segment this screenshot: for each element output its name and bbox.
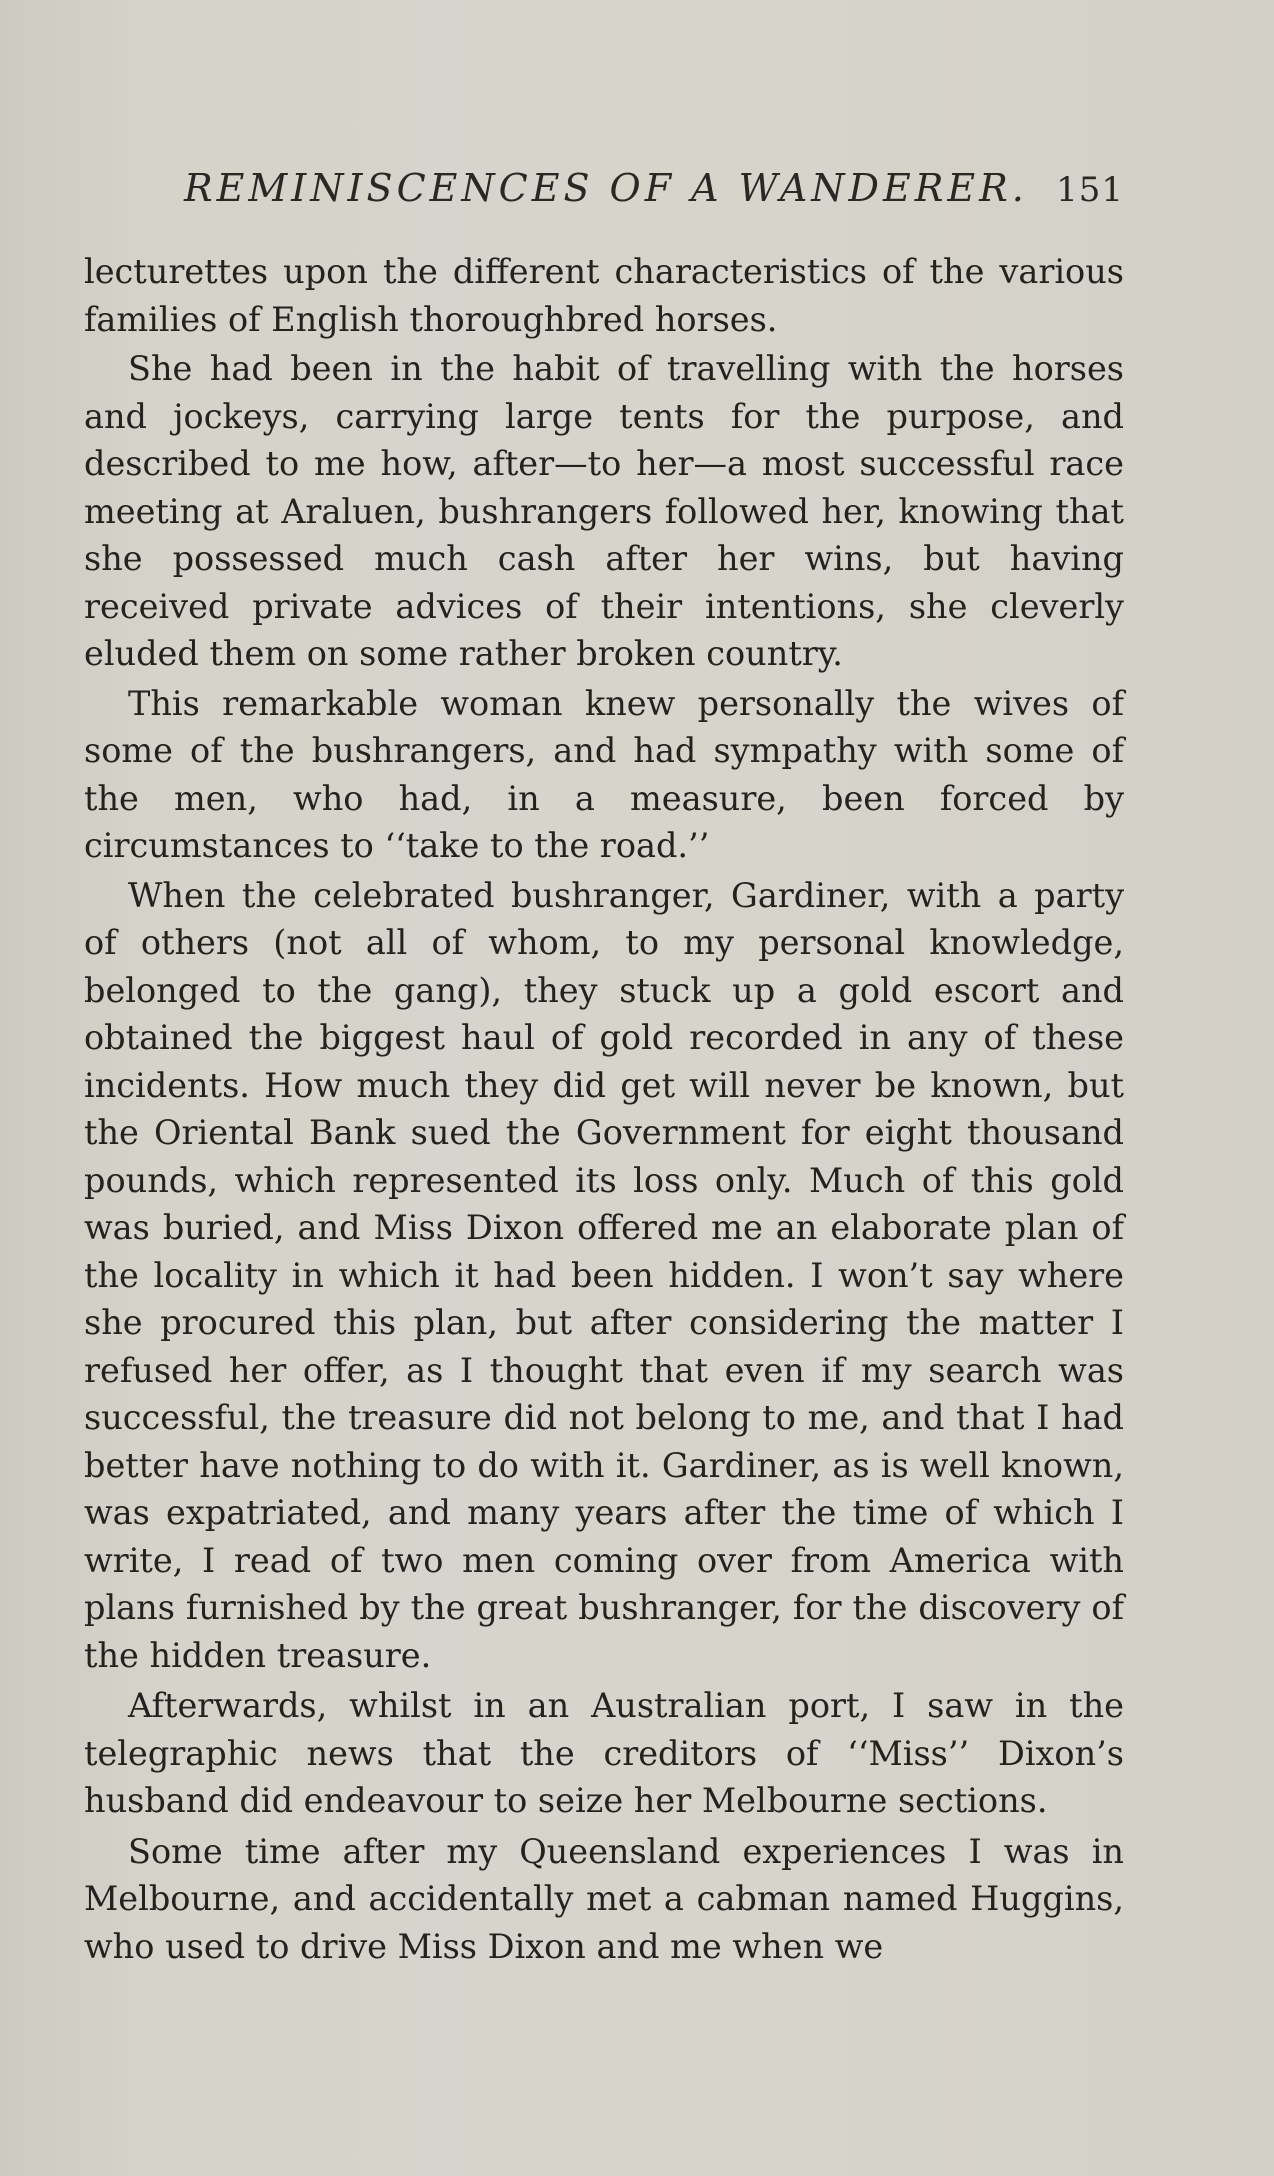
body-text <box>84 248 1124 1972</box>
page-number: 151 <box>1056 170 1124 210</box>
paragraph-wives: This remarkable woman knew personally the wives of some of the bushrangers, and had sympathy with some of the men, who had, in a measure, been forced by circumstances to ‘‘take to the road.’’ <box>84 683 1124 865</box>
paragraph-gardiner: When the celebrated bushranger, Gardiner, with a party of others (not all of whom, to my personal knowledge, belonged to the gang), they stuck up a gold escort and obtained the biggest haul of gold recorded in any of these incidents. How much they did get will never be known, but the Oriental Bank sued the Government for eight thousand pounds, which represented its loss only. Much of this gold was buried, and Miss Dixon offered me an elaborate plan of the locality in which it had been hidden. I won’t say where she procured this plan, but after considering the matter I refused her offer, as I thought that even if my search was successful, the treasure did not belong to me, and that I had better have nothing to do with it. Gardiner, as is well known, was expatriated, and many years after the time of which I write, I read of two men coming over from America with plans furnished by the great bushranger, for the discovery of the hidden treasure. <box>84 875 1124 1675</box>
page-header <box>84 166 1124 226</box>
paragraph-continued: lecturettes upon the different characteristics of the various families of English thoroughbred horses. <box>84 252 1124 339</box>
running-head: REMINISCENCES OF A WANDERER. <box>184 166 1028 210</box>
paragraph-travelling: She had been in the habit of travelling with the horses and jockeys, carrying large tents for the purpose, and described to me how, after—to her—a most successful race meeting at Araluen, bushrangers followed her, knowing that she possessed much cash after her wins, but having received private advices of their intentions, she cleverly eluded them on some rather broken country. <box>84 349 1124 673</box>
paragraph-melbourne: Some time after my Queensland experiences I was in Melbourne, and accidentally met a cabman named Huggins, who used to drive Miss Dixon and me when we <box>84 1831 1124 1966</box>
paragraph-creditors: Afterwards, whilst in an Australian port, I saw in the telegraphic news that the creditors of ‘‘Miss’’ Dixon’s husband did endeavour to seize her Melbourne sections. <box>84 1686 1124 1820</box>
